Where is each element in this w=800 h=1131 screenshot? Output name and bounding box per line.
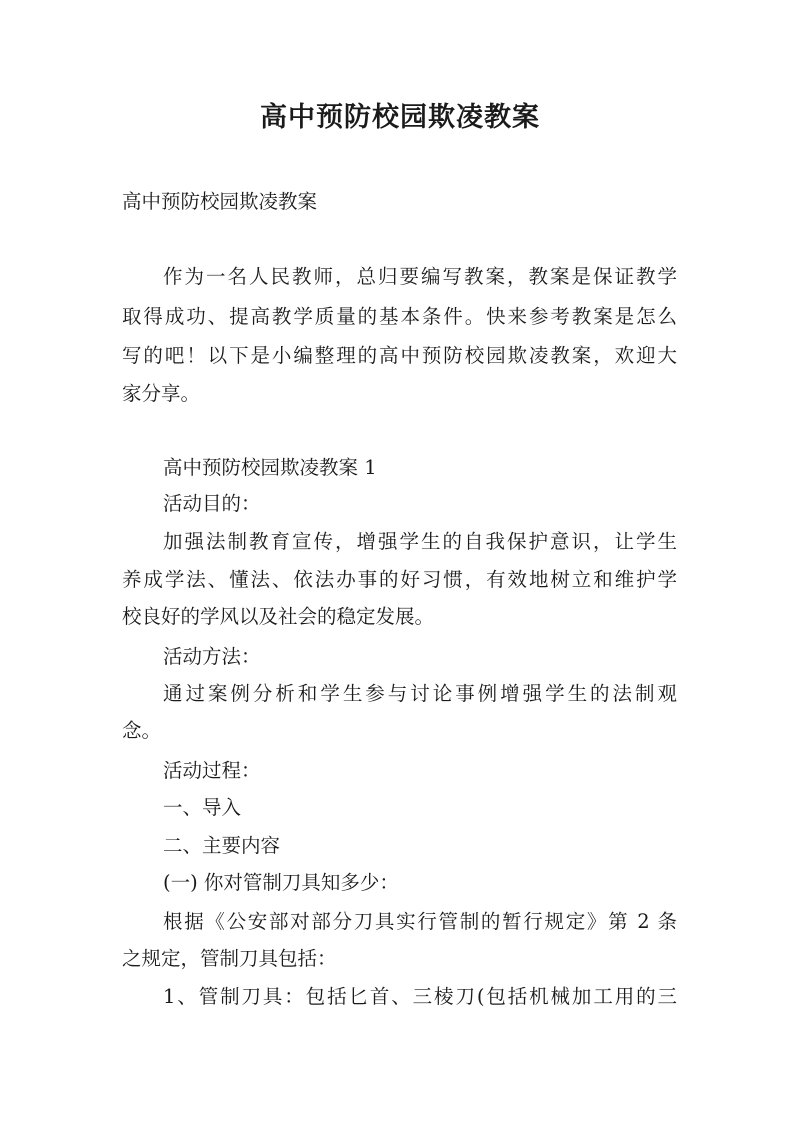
goal-line-2: 养成学法、懂法、依法办事的好习惯，有效地树立和维护学 bbox=[122, 568, 677, 591]
rule-line-1: 根据《公安部对部分刀具实行管制的暂行规定》第 2 条 bbox=[163, 910, 677, 933]
method-label: 活动方法： bbox=[163, 645, 261, 668]
section-heading: 高中预防校园欺凌教案 1 bbox=[163, 456, 377, 479]
intro-line-4: 家分享。 bbox=[122, 382, 201, 405]
item-1: 1、管制刀具：包括匕首、三棱刀(包括机械加工用的三 bbox=[163, 985, 677, 1008]
goal-label: 活动目的： bbox=[163, 492, 261, 515]
intro-line-2: 取得成功、提高教学质量的基本条件。快来参考教案是怎么 bbox=[122, 305, 677, 328]
goal-line-3: 校良好的学风以及社会的稳定发展。 bbox=[122, 605, 435, 628]
process-label: 活动过程： bbox=[163, 759, 261, 782]
sub-heading-1: (一) 你对管制刀具知多少： bbox=[163, 871, 399, 894]
step-1: 一、导入 bbox=[163, 796, 242, 819]
method-line-2: 念。 bbox=[122, 719, 162, 742]
document-title: 高中预防校园欺凌教案 bbox=[260, 102, 540, 133]
goal-line-1: 加强法制教育宣传，增强学生的自我保护意识，让学生 bbox=[163, 530, 677, 553]
rule-line-2: 之规定，管制刀具包括： bbox=[122, 947, 337, 970]
intro-line-3: 写的吧！以下是小编整理的高中预防校园欺凌教案，欢迎大 bbox=[122, 344, 677, 367]
intro-line-1: 作为一名人民教师，总归要编写教案，教案是保证教学 bbox=[163, 265, 677, 288]
step-2: 二、主要内容 bbox=[163, 834, 281, 857]
method-line-1: 通过案例分析和学生参与讨论事例增强学生的法制观 bbox=[163, 682, 677, 705]
document-subtitle: 高中预防校园欺凌教案 bbox=[122, 190, 318, 213]
